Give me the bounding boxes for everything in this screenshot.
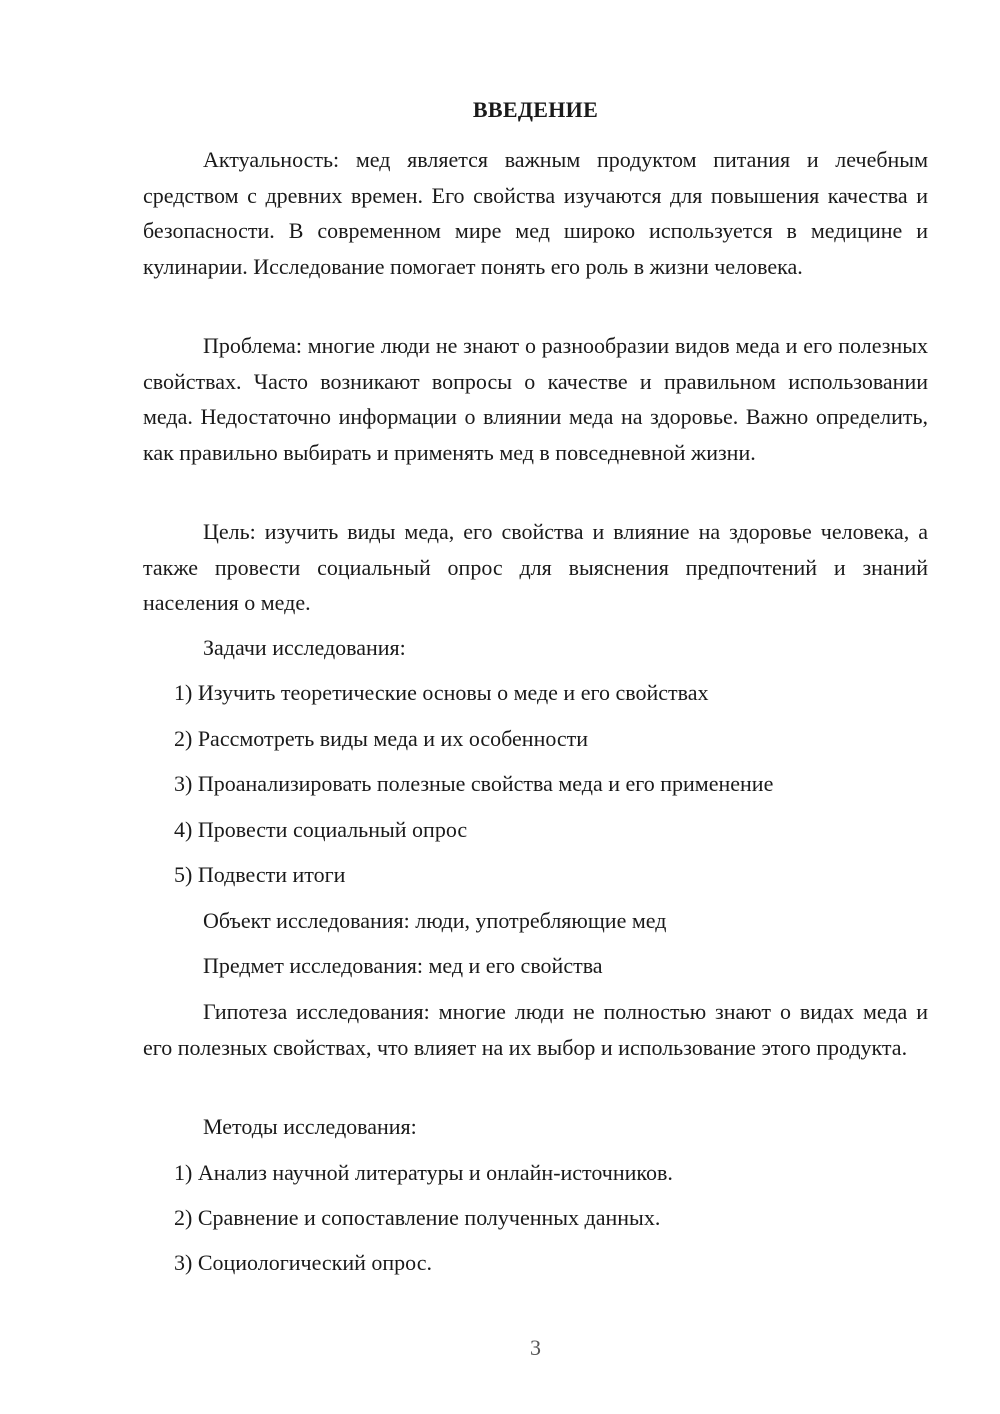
task-item: 2) Рассмотреть виды меда и их особенности bbox=[174, 726, 589, 751]
object-line: Объект исследования: люди, употребляющие мед bbox=[203, 908, 667, 933]
methods-heading: Методы исследования: bbox=[203, 1114, 417, 1139]
hypothesis-paragraph: Гипотеза исследования: многие люди не полностью знают о видах меда и его полезных свойствах, что влияет на их выбор и использование этого продукта. bbox=[143, 999, 928, 1060]
problem-paragraph: Проблема: многие люди не знают о разнообразии видов меда и его полезных свойствах. Часто возникают вопросы о качестве и правильном использовании меда. Недостаточно информации о влиянии меда на здоровье. Важно определить, как правильно выбирать и применять мед в повседневной жизни. bbox=[143, 333, 928, 465]
subject-line: Предмет исследования: мед и его свойства bbox=[203, 953, 603, 978]
page-title: ВВЕДЕНИЕ bbox=[472, 97, 599, 122]
task-item: 3) Проанализировать полезные свойства меда и его применение bbox=[174, 771, 774, 796]
method-item: 1) Анализ научной литературы и онлайн-источников. bbox=[174, 1160, 673, 1185]
task-item: 5) Подвести итоги bbox=[174, 862, 346, 887]
document-page bbox=[143, 0, 928, 1414]
goal-paragraph: Цель: изучить виды меда, его свойства и влияние на здоровье человека, а также провести социальный опрос для выяснения предпочтений и знаний населения о меде. bbox=[143, 519, 928, 615]
tasks-heading: Задачи исследования: bbox=[203, 635, 406, 660]
task-item: 1) Изучить теоретические основы о меде и его свойствах bbox=[174, 680, 709, 705]
task-item: 4) Провести социальный опрос bbox=[174, 817, 468, 842]
method-item: 3) Социологический опрос. bbox=[174, 1250, 432, 1275]
page-number: 3 bbox=[530, 1335, 541, 1360]
method-item: 2) Сравнение и сопоставление полученных данных. bbox=[174, 1205, 661, 1230]
relevance-paragraph: Актуальность: мед является важным продуктом питания и лечебным средством с древних времен. Его свойства изучаются для повышения качества и безопасности. В современном мире мед широко используется в медицине и кулинарии. Исследование помогает понять его роль в жизни человека. bbox=[143, 147, 928, 279]
